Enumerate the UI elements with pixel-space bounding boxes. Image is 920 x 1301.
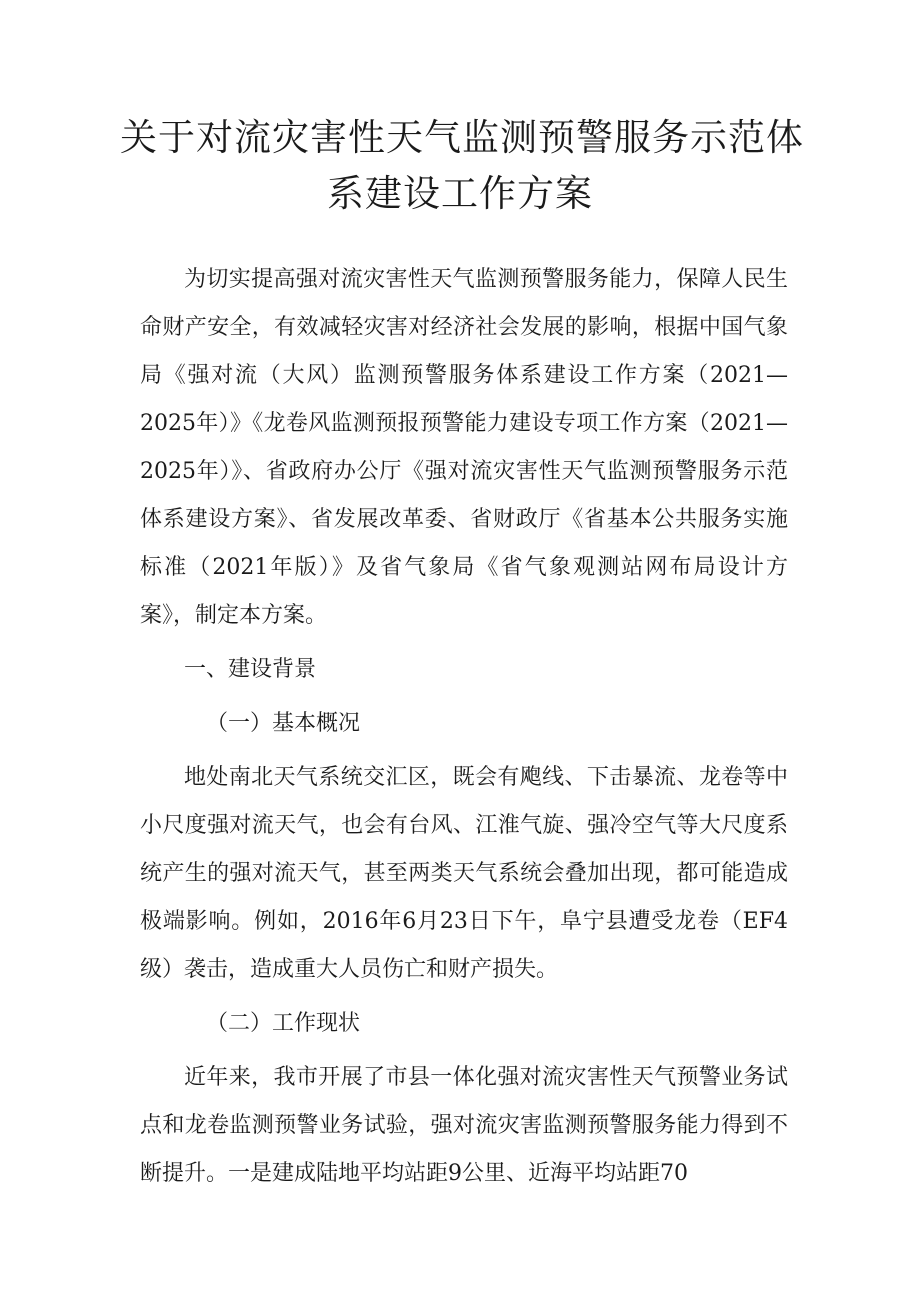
subsection-heading-overview: （一）基本概况	[206, 711, 361, 736]
subsection-heading-status: （二）工作现状	[206, 1011, 361, 1036]
title-line-2: 系建设工作方案	[327, 172, 593, 215]
intro-paragraph: 为切实提高强对流灾害性天气监测预警服务能力，保障人民生命财产安全，有效减轻灾害对经济社会发展的影响，根据中国气象局《强对流（大风）监测预警服务体系建设工作方案（2021—2025年）》《龙卷风监测预报预警能力建设专项工作方案（2021—2025年）》、省政府办公厅《强对流灾害性天气监测预警服务示范体系建设方案》、省发展改革委、省财政厅《省基本公共服务实施标准（2021年版）》及省气象局《省气象观测站网布局设计方案》，制定本方案。	[140, 267, 788, 628]
document-body	[140, 256, 788, 1198]
section-heading-background: 一、建设背景	[184, 657, 317, 682]
title-line-1: 关于对流灾害性天气监测预警服务示范体	[120, 116, 804, 159]
document-title	[120, 110, 804, 222]
status-paragraph: 近年来，我市开展了市县一体化强对流灾害性天气预警业务试点和龙卷监测预警业务试验，强对流灾害监测预警服务能力得到不断提升。一是建成陆地平均站距9公里、近海平均站距70	[140, 1065, 788, 1186]
overview-paragraph: 地处南北天气系统交汇区，既会有飑线、下击暴流、龙卷等中小尺度强对流天气，也会有台风、江淮气旋、强冷空气等大尺度系统产生的强对流天气，甚至两类天气系统会叠加出现，都可能造成极端影响。例如，2016年6月23日下午，阜宁县遭受龙卷（EF4级）袭击，造成重大人员伤亡和财产损失。	[140, 765, 788, 982]
